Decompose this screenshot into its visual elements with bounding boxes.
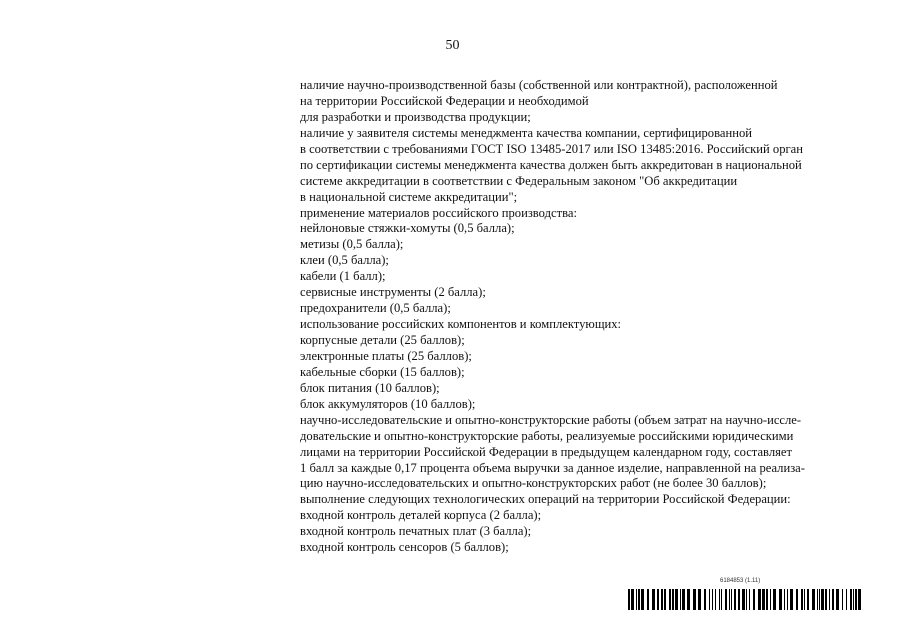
text-line: блок питания (10 баллов);	[300, 380, 440, 395]
text-line: в национальной системе аккредитации";	[300, 189, 518, 204]
text-line: использование российских компонентов и комплектующих:	[300, 317, 622, 332]
text-line: выполнение следующих технологических операций на территории Российской Федерации:	[300, 492, 791, 507]
text-line: входной контроль деталей корпуса (2 балла);	[300, 508, 542, 523]
text-line: 1 балл за каждые 0,17 процента объема выручки за данное изделие, направленной на реализа-	[300, 460, 805, 475]
text-line: входной контроль печатных плат (3 балла);	[300, 524, 532, 539]
text-line: кабельные сборки (15 баллов);	[300, 364, 465, 379]
text-line: корпусные детали (25 баллов);	[300, 333, 465, 347]
text-line: клеи (0,5 балла);	[300, 253, 389, 268]
text-line: применение материалов российского производства:	[300, 205, 577, 220]
page-number: 50	[445, 38, 460, 53]
text-line: довательские и опытно-конструкторские работы, реализуемые российскими юридическими	[300, 428, 794, 443]
text-line: научно-исследовательские и опытно-конструкторские работы (объем затрат на научно-иссле-	[300, 412, 802, 427]
barcode-image	[628, 589, 861, 610]
text-line: кабели (1 балл);	[300, 269, 386, 284]
text-line: наличие научно-производственной базы (собственной или контрактной), расположенной	[300, 78, 778, 92]
text-line: в соответствии с требованиями ГОСТ ISO 13485-2017 или ISO 13485:2016. Российский орган	[300, 141, 804, 156]
text-line: для разработки и производства продукции;	[300, 109, 531, 124]
text-line: метизы (0,5 балла);	[300, 237, 404, 252]
body-text	[300, 78, 870, 556]
barcode-caption: 6184853 (1.11)	[720, 578, 761, 584]
text-line: предохранители (0,5 балла);	[300, 301, 451, 316]
text-line: входной контроль сенсоров (5 баллов);	[300, 540, 509, 555]
text-line: блок аккумуляторов (10 баллов);	[300, 396, 476, 411]
text-line: сервисные инструменты (2 балла);	[300, 285, 486, 300]
text-line: электронные платы (25 баллов);	[300, 348, 472, 363]
text-line: лицами на территории Российской Федерации в предыдущем календарном году, составляет	[300, 444, 793, 459]
text-line: системе аккредитации в соответствии с Федеральным законом "Об аккредитации	[300, 173, 738, 188]
text-line: на территории Российской Федерации и необходимой	[300, 93, 589, 108]
text-line: по сертификации системы менеджмента качества должен быть аккредитован в национальной	[300, 157, 802, 172]
text-line: нейлоновые стяжки-хомуты (0,5 балла);	[300, 221, 515, 236]
text-line: цию научно-исследовательских и опытно-конструкторских работ (не более 30 баллов);	[300, 476, 767, 491]
text-line: наличие у заявителя системы менеджмента качества компании, сертифицированной	[300, 125, 752, 140]
